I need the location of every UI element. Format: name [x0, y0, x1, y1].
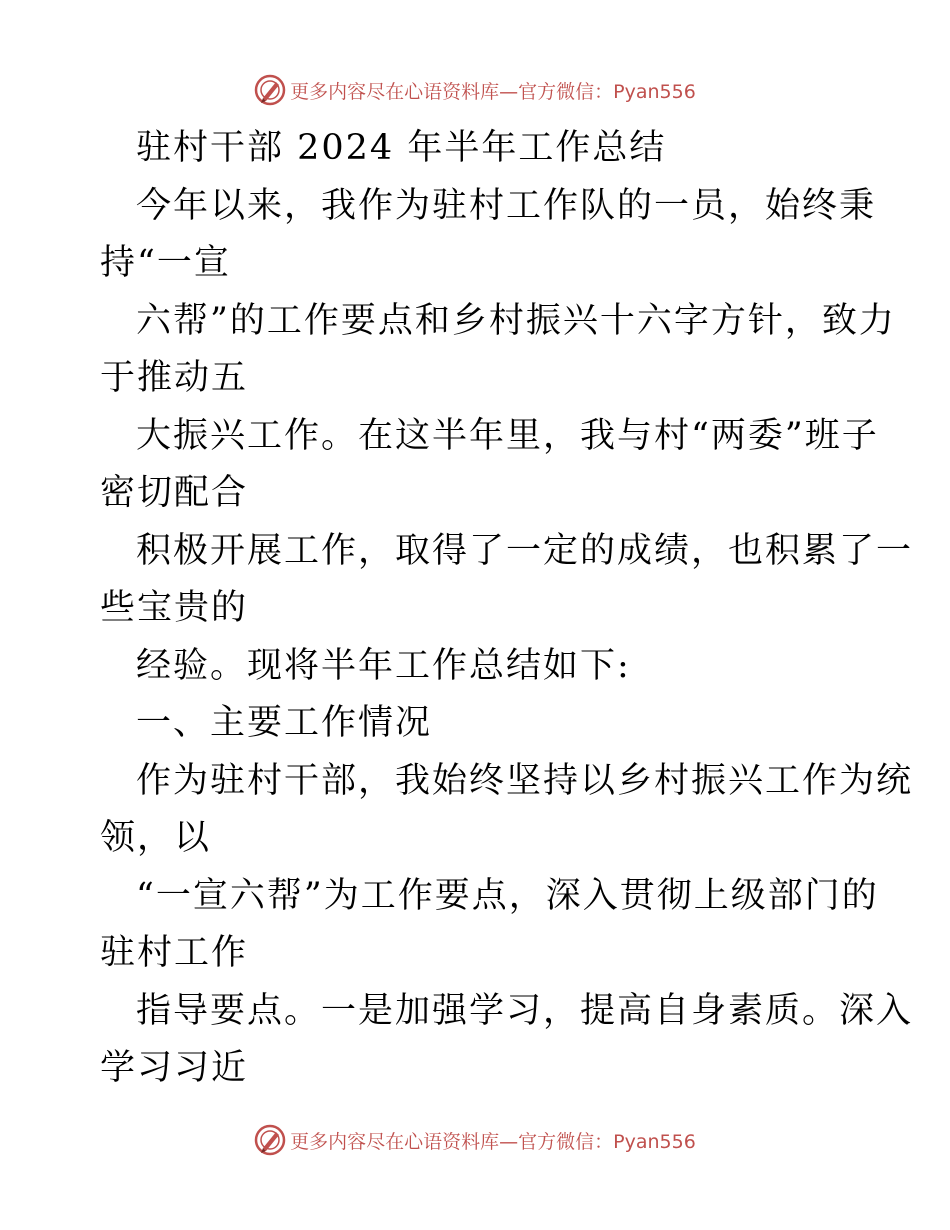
bottom-watermark-banner: [0, 1122, 950, 1158]
watermark-group: [254, 74, 696, 106]
text-line: 一、主要工作情况: [136, 703, 433, 743]
pen-logo-icon: [254, 74, 286, 106]
watermark-text: 更多内容尽在心语资料库—官方微信：Pyan556: [290, 1130, 696, 1153]
text-line: 经验。现将半年工作总结如下:: [136, 645, 631, 686]
text-line: 作为驻村干部，我始终坚持以乡村振兴工作为统: [136, 760, 914, 801]
document-title: 驻村干部 2024 年半年工作总结: [136, 128, 667, 168]
text-line: 积极开展工作，取得了一定的成绩，也积累了一: [136, 530, 914, 571]
text-line: 指导要点。一是加强学习，提高自身素质。深入: [136, 990, 914, 1031]
pen-logo-icon: [254, 1124, 286, 1156]
watermark-text: 更多内容尽在心语资料库—官方微信：Pyan556: [290, 80, 696, 103]
watermark-group: [254, 1124, 696, 1156]
top-watermark-banner: [0, 72, 950, 108]
text-line: 六帮”的工作要点和乡村振兴十六字方针，致力: [136, 300, 896, 341]
text-line: 领，以: [100, 818, 212, 858]
text-line: 些宝贵的: [100, 588, 249, 628]
text-line: 驻村工作: [100, 933, 249, 973]
text-line: 持“一宣: [100, 243, 231, 283]
text-line: 今年以来，我作为驻村工作队的一员，始终秉: [136, 185, 877, 226]
document-body: [100, 120, 914, 1098]
text-line: “一宣六帮”为工作要点，深入贯彻上级部门的: [136, 875, 879, 916]
text-line: 大振兴工作。在这半年里，我与村“两委”班子: [136, 415, 879, 456]
text-line: 于推动五: [100, 358, 249, 398]
text-line: 密切配合: [100, 473, 249, 513]
text-line: 学习习近: [100, 1048, 249, 1088]
